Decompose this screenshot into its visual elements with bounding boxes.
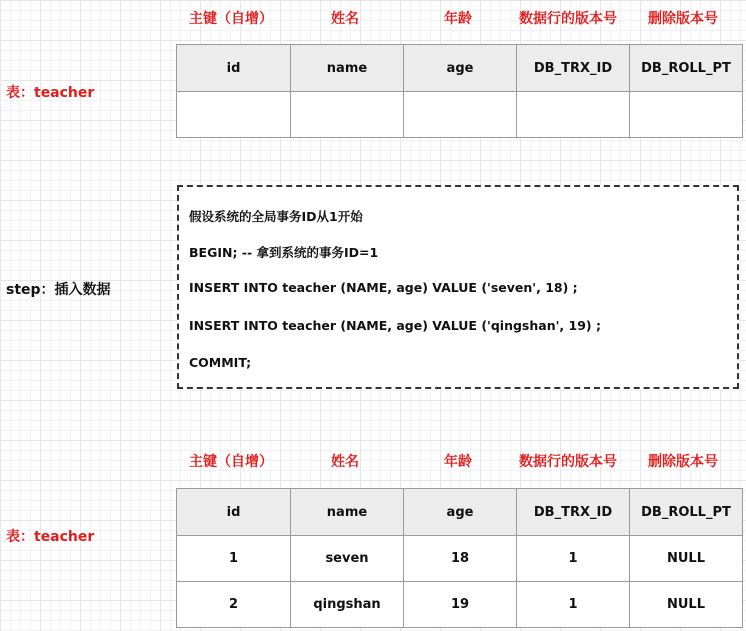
cell-age: 18 [404, 536, 517, 582]
cell [630, 92, 743, 138]
table-label-top: 表：teacher [6, 85, 95, 101]
cell-name: qingshan [291, 582, 404, 628]
code-line-begin: BEGIN; -- 拿到系统的事务ID=1 [189, 245, 379, 260]
col-label-age: 年龄 [444, 11, 472, 27]
col-label-roll-pt: 删除版本号 [648, 11, 718, 27]
header-db-trx-id: DB_TRX_ID [517, 489, 630, 536]
cell [291, 92, 404, 138]
cell-db-roll-pt: NULL [630, 536, 743, 582]
header-name: name [291, 489, 404, 536]
header-name: name [291, 45, 404, 92]
table-row [177, 536, 743, 582]
col-label-roll-pt-2: 删除版本号 [648, 454, 718, 470]
table-row [177, 582, 743, 628]
cell-db-roll-pt: NULL [630, 582, 743, 628]
header-id: id [177, 45, 291, 92]
table-label-bottom: 表：teacher [6, 529, 95, 545]
col-label-name-2: 姓名 [331, 454, 359, 470]
code-line-comment: 假设系统的全局事务ID从1开始 [189, 209, 363, 224]
cell-id: 2 [177, 582, 291, 628]
header-db-roll-pt: DB_ROLL_PT [630, 489, 743, 536]
col-label-trx-id: 数据行的版本号 [519, 11, 617, 27]
teacher-table-empty [176, 44, 743, 138]
col-label-primary-key: 主键（自增） [189, 11, 273, 27]
code-line-commit: COMMIT; [189, 355, 252, 370]
cell-db-trx-id: 1 [517, 582, 630, 628]
header-id: id [177, 489, 291, 536]
header-age: age [404, 489, 517, 536]
col-label-primary-key-2: 主键（自增） [189, 454, 273, 470]
teacher-table-filled [176, 488, 743, 628]
col-label-name: 姓名 [331, 11, 359, 27]
step-label: step：插入数据 [6, 282, 111, 298]
col-label-trx-id-2: 数据行的版本号 [519, 454, 617, 470]
header-age: age [404, 45, 517, 92]
header-db-trx-id: DB_TRX_ID [517, 45, 630, 92]
table-row-empty [177, 92, 743, 138]
code-line-insert-2: INSERT INTO teacher (NAME, age) VALUE ('qingshan', 19) ; [189, 318, 601, 333]
cell-age: 19 [404, 582, 517, 628]
cell-db-trx-id: 1 [517, 536, 630, 582]
header-db-roll-pt: DB_ROLL_PT [630, 45, 743, 92]
cell-name: seven [291, 536, 404, 582]
code-line-insert-1: INSERT INTO teacher (NAME, age) VALUE ('seven', 18) ; [189, 280, 578, 295]
col-label-age-2: 年龄 [444, 454, 472, 470]
cell [177, 92, 291, 138]
cell [404, 92, 517, 138]
cell [517, 92, 630, 138]
cell-id: 1 [177, 536, 291, 582]
sql-code-box [177, 185, 739, 389]
